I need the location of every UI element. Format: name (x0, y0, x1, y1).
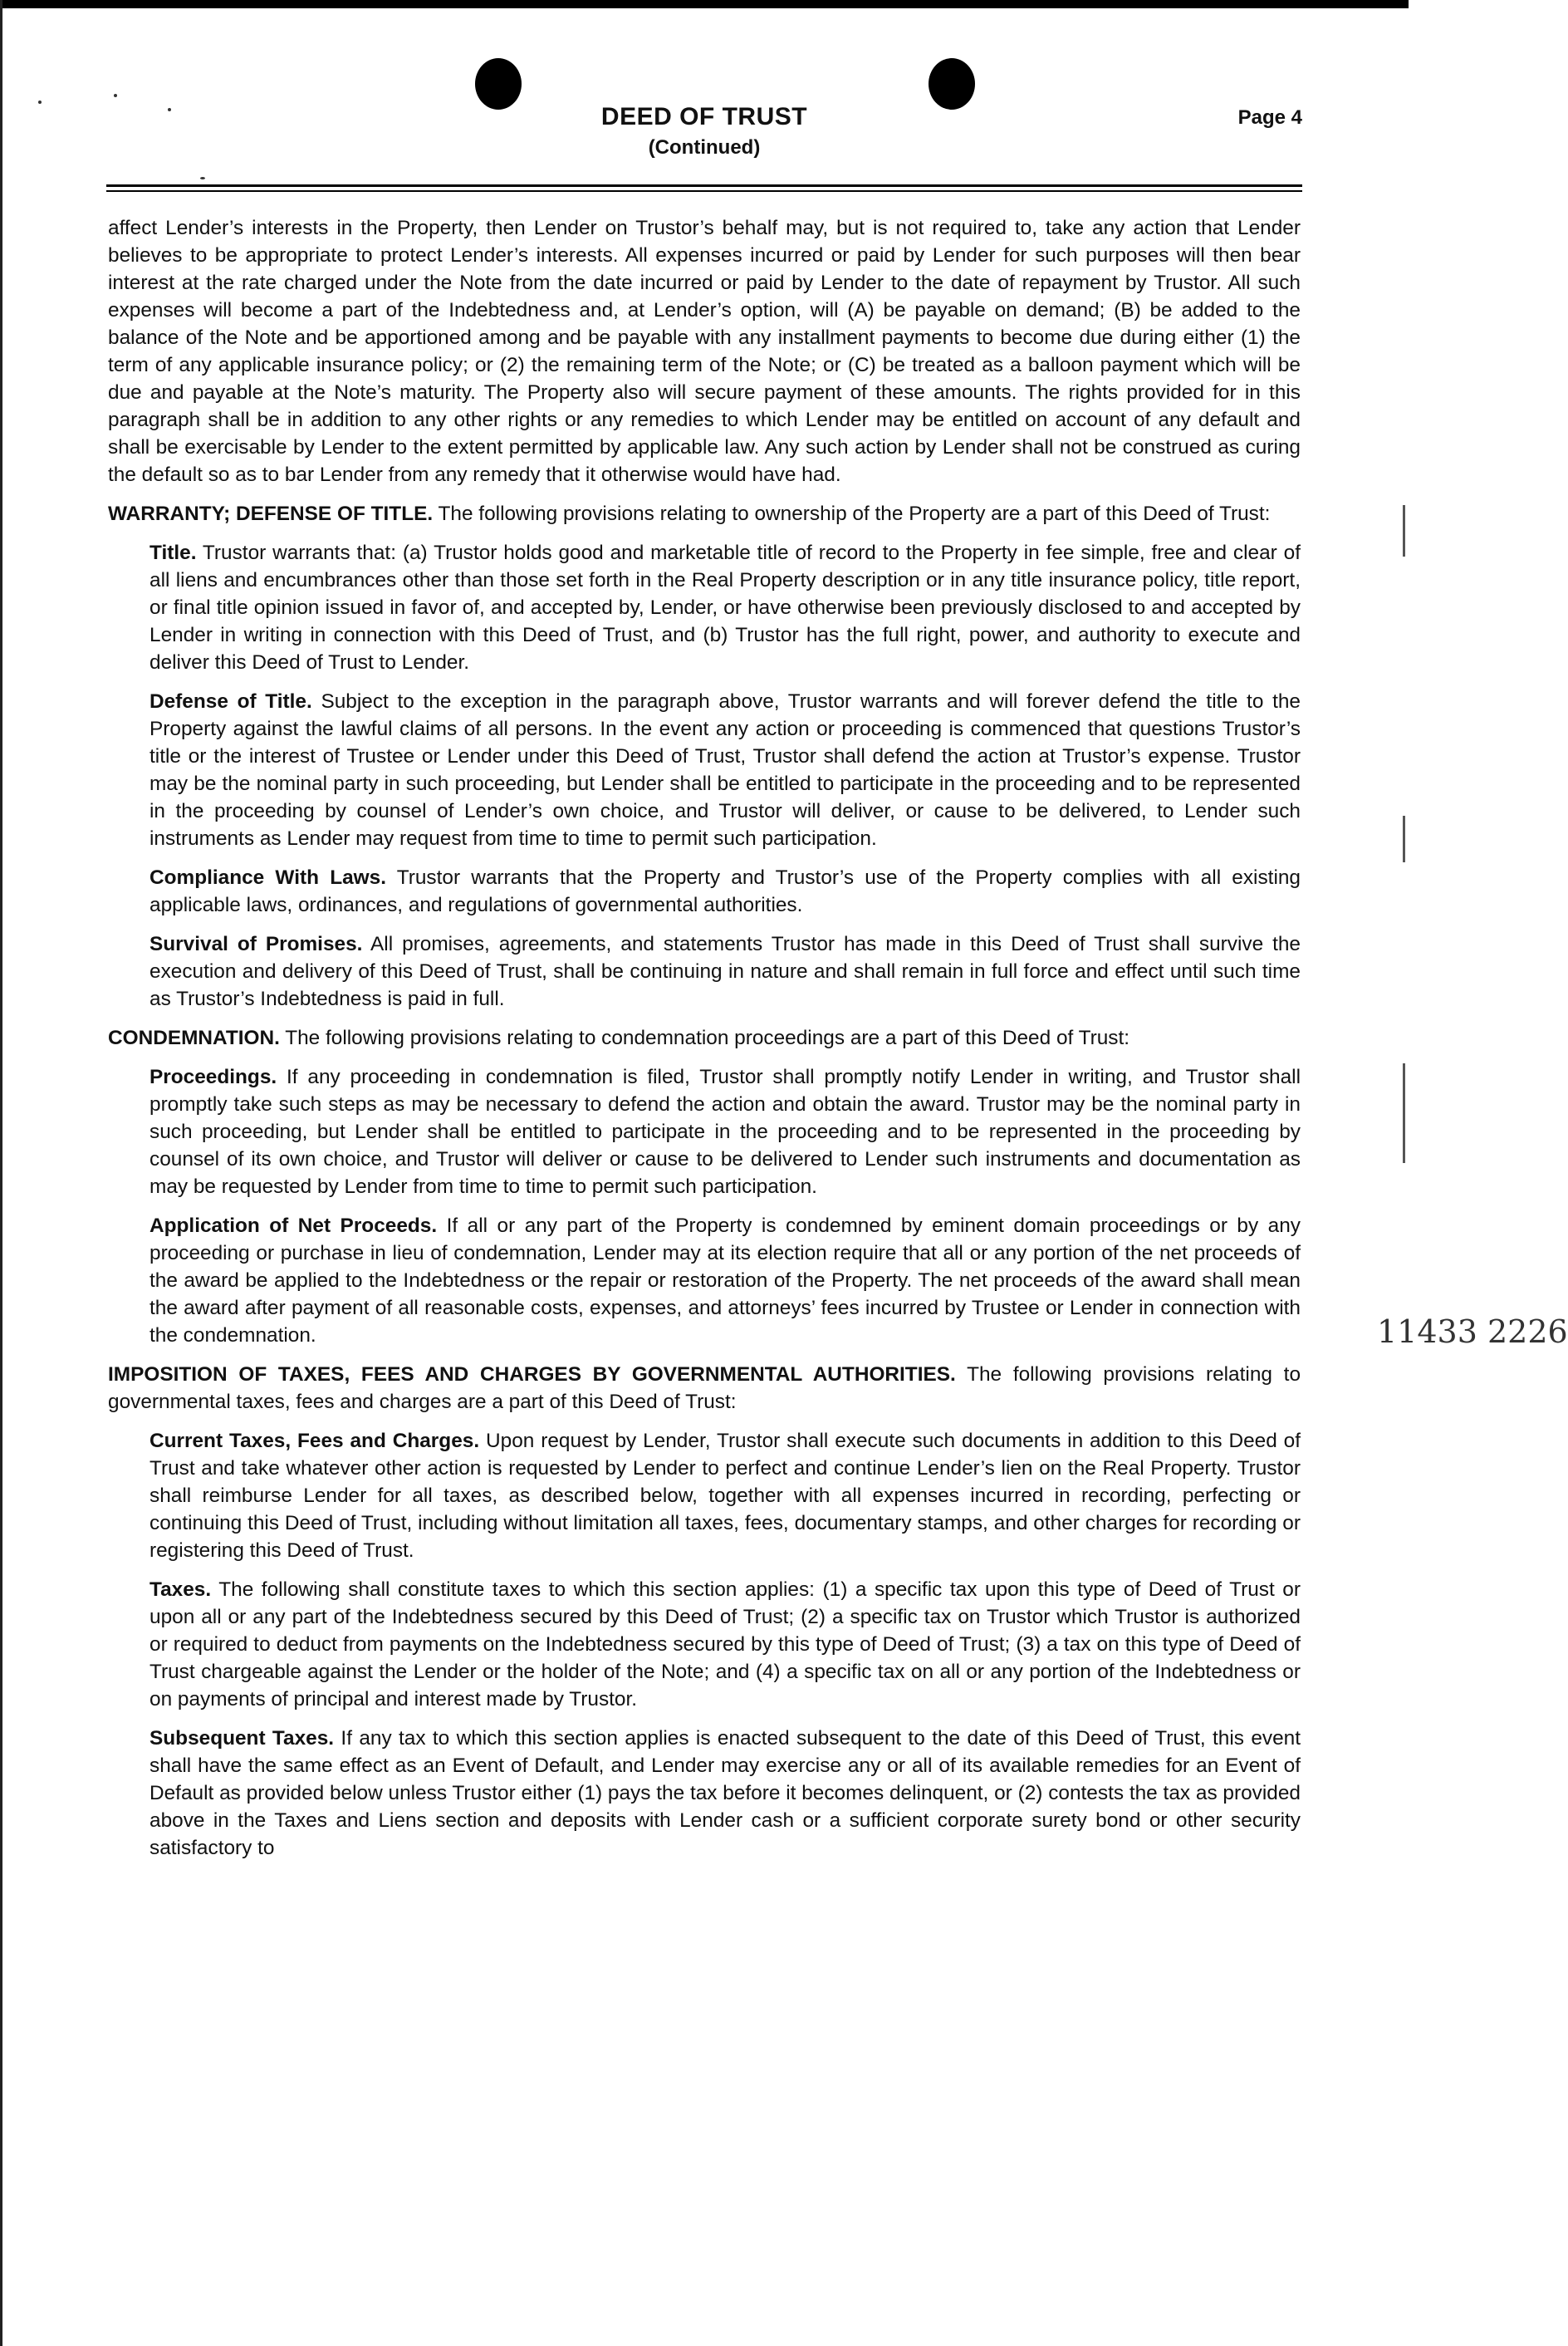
scan-speck (200, 177, 205, 179)
clause-heading: Title. (149, 542, 197, 564)
clause-subsequent-taxes (149, 1725, 1301, 1862)
paragraph-continuation: affect Lender’s interests in the Property, then Lender on Trustor’s behalf may, but is not required to, take any action that Lender believes to be appropriate to protect Lender’s interests. All expenses incurred or paid by Lender for such purposes will then bear interest at the rate charged under the Note from the date incurred or paid by Lender to the date of repayment by Trustor. All such expenses will become a part of the Indebtedness and, at Lender’s option, will (A) be payable on demand; (B) be added to the balance of the Note and be apportioned among and be payable with any installment payments to become due during either (1) the term of any applicable insurance policy; or (2) the remaining term of the Note; or (C) be treated as a balloon payment which will be due and payable at the Note’s maturity. The Property also will secure payment of these amounts. The rights provided for in this paragraph shall be in addition to any other rights or any remedies to which Lender may be entitled on account of any default and shall be exercisable by Lender to the extent permitted by applicable law. Any such action by Lender shall not be construed as curing the default so as to bar Lender from any remedy that it otherwise would have had. (108, 217, 1301, 486)
clause-text: Subject to the exception in the paragraph above, Trustor warrants and will forever defend the title to the Property against the lawful claims of all persons. In the event any action or proceeding is commenced that questions Trustor’s title or the interest of Trustee or Lender under this Deed of Trust, Trustor shall defend the action at Trustor’s expense. Trustor may be the nominal party in such proceeding, but Lender shall be entitled to participate in the proceeding and to be represented in the proceeding by counsel of Lender’s own choice, and Trustor will deliver, or cause to be delivered, to Lender such instruments as Lender may request from time to time to permit such participation. (149, 690, 1301, 850)
scan-left-border (0, 0, 2, 2346)
clause-taxes (149, 1576, 1301, 1713)
document-body (108, 214, 1301, 1873)
section-text: The following provisions relating to condemnation proceedings are a part of this Deed of Trust: (285, 1027, 1130, 1049)
clause-heading: Survival of Promises. (149, 933, 363, 955)
clause-heading: Current Taxes, Fees and Charges. (149, 1430, 480, 1452)
clause-text: If any proceeding in condemnation is filed, Trustor shall promptly notify Lender in writing, and Trustor shall promptly take such steps as may be necessary to defend the action and obtain the award. Trustor may be the nominal party in such proceeding, but Lender shall be entitled to participate in the proceeding and to be represented in the proceeding by counsel of its own choice, and Trustor will deliver or cause to be delivered to Lender such instruments and documentation as may be requested by Lender from time to time to permit such participation. (149, 1066, 1301, 1198)
section-heading: IMPOSITION OF TAXES, FEES AND CHARGES BY GOVERNMENTAL AUTHORITIES. (108, 1363, 956, 1386)
document-title: DEED OF TRUST (600, 103, 808, 130)
section-warranty (108, 500, 1301, 528)
margin-edge-mark (1403, 505, 1405, 557)
clause-heading: Proceedings. (149, 1066, 277, 1088)
section-heading: CONDEMNATION. (108, 1027, 280, 1049)
punch-hole-left (475, 58, 522, 110)
clause-text: The following shall constitute taxes to which this section applies: (1) a specific tax upon this type of Deed of Trust or upon all or any part of the Indebtedness secured by this Deed of Trust; (2) a specific tax on Trustor which Trustor is authorized or required to deduct from payments on the Indebtedness secured by this type of Deed of Trust; (3) a tax on this type of Deed of Trust chargeable against the Lender or the holder of the Note; and (4) a specific tax on all or any portion of the Indebtedness or on payments of principal and interest made by Trustor. (149, 1578, 1301, 1710)
section-text: The following provisions relating to ownership of the Property are a part of this Deed of Trust: (438, 503, 1271, 525)
clause-defense-of-title (149, 688, 1301, 852)
clause-heading: Defense of Title. (149, 690, 312, 713)
section-text: The following provisions relating to governmental taxes, fees and charges are a part of this Deed of Trust: (108, 1363, 1301, 1413)
section-condemnation (108, 1024, 1301, 1052)
clause-heading: Taxes. (149, 1578, 212, 1601)
punch-hole-right (929, 58, 975, 110)
section-heading: WARRANTY; DEFENSE OF TITLE. (108, 503, 434, 525)
header-rule-bottom (106, 190, 1302, 192)
margin-document-number: 11433 2226 (1377, 1313, 1568, 1350)
clause-text: Trustor warrants that: (a) Trustor holds good and marketable title of record to the Property in fee simple, free and clear of all liens and encumbrances other than those set forth in the Real Property description or in any title insurance policy, title report, or final title opinion issued in favor of, and accepted by, Lender, or have otherwise been previously disclosed to and accepted by Lender in writing in connection with this Deed of Trust, and (b) Trustor has the full right, power, and authority to execute and deliver this Deed of Trust to Lender. (149, 542, 1301, 674)
margin-edge-mark (1403, 1063, 1405, 1163)
clause-proceedings (149, 1063, 1301, 1200)
clause-compliance (149, 864, 1301, 919)
clause-current-taxes (149, 1427, 1301, 1564)
clause-title (149, 539, 1301, 676)
section-imposition-of-taxes (108, 1361, 1301, 1416)
clause-heading: Application of Net Proceeds. (149, 1215, 438, 1237)
clause-net-proceeds (149, 1212, 1301, 1349)
clause-text: Trustor warrants that the Property and Trustor’s use of the Property complies with all existing applicable laws, ordinances, and regulations of governmental authorities. (149, 866, 1301, 916)
header-rule-top (106, 184, 1302, 187)
scan-speck (114, 94, 117, 97)
margin-edge-mark (1403, 816, 1405, 862)
document-subtitle: (Continued) (648, 136, 761, 159)
clause-survival (149, 930, 1301, 1013)
clause-text: If all or any part of the Property is condemned by eminent domain proceedings or by any proceeding or purchase in lieu of condemnation, Lender may at its election require that all or any portion of the net proceeds of the award be applied to the Indebtedness or the repair or restoration of the Property. The net proceeds of the award shall mean the award after payment of all reasonable costs, expenses, and attorneys’ fees incurred by Trustee or Lender in connection with the condemnation. (149, 1215, 1301, 1347)
page-number: Page 4 (1237, 106, 1302, 129)
clause-text: If any tax to which this section applies is enacted subsequent to the date of this Deed of Trust, this event shall have the same effect as an Event of Default, and Lender may exercise any or all of its available remedies for an Event of Default as provided below unless Trustor either (1) pays the tax before it becomes delinquent, or (2) contests the tax as provided above in the Taxes and Liens section and deposits with Lender cash or a sufficient corporate surety bond or other security satisfactory to (149, 1727, 1301, 1859)
clause-text: All promises, agreements, and statements Trustor has made in this Deed of Trust shall survive the execution and delivery of this Deed of Trust, shall be continuing in nature and shall remain in full force and effect until such time as Trustor’s Indebtedness is paid in full. (149, 933, 1301, 1010)
scan-top-border (0, 0, 1409, 8)
clause-text: Upon request by Lender, Trustor shall execute such documents in addition to this Deed of Trust and take whatever other action is requested by Lender to perfect and continue Lender’s lien on the Real Property. Trustor shall reimburse Lender for all taxes, as described below, together with all expenses incurred in recording, perfecting or continuing this Deed of Trust, including without limitation all taxes, fees, documentary stamps, and other charges for recording or registering this Deed of Trust. (149, 1430, 1301, 1562)
clause-heading: Compliance With Laws. (149, 866, 386, 889)
clause-heading: Subsequent Taxes. (149, 1727, 335, 1750)
